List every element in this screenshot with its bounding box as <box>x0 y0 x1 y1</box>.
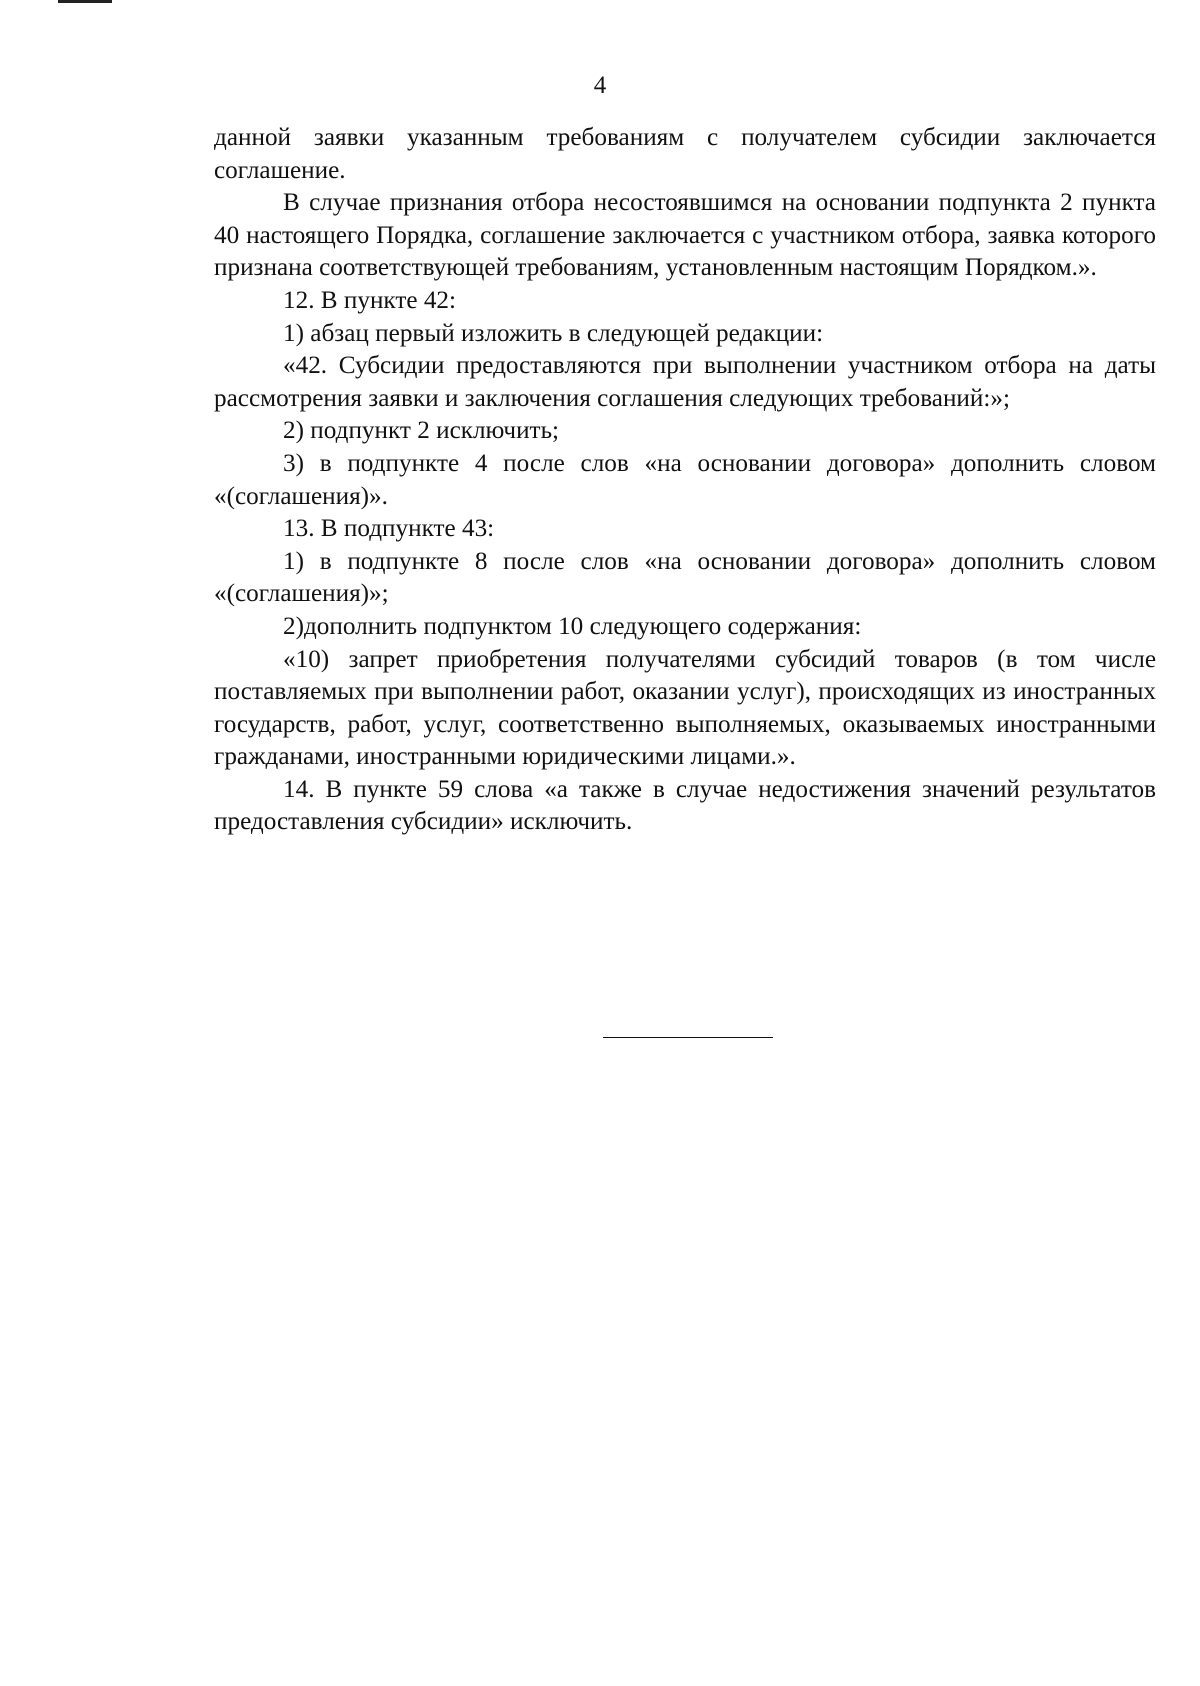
paragraph-item-12-sub-1: 1) абзац первый изложить в следующей редакции: <box>283 319 824 347</box>
document-body <box>214 122 1156 839</box>
corner-scan-mark <box>58 0 112 3</box>
document-end-rule <box>603 1037 773 1038</box>
paragraph-item-13-sub-1: 1) в подпункте 8 после слов «на основании договора» дополнить словом «(соглашения)»; <box>214 547 1156 608</box>
paragraph-item-12-sub-2: 2) подпункт 2 исключить; <box>283 417 560 445</box>
paragraph-item-42-text: «42. Субсидии предоставляются при выполнении участником отбора на даты рассмотрения заявки и заключения соглашения следующих требований:»; <box>214 352 1156 412</box>
paragraph-subitem-10-text: «10) запрет приобретения получателями субсидий товаров (в том числе поставляемых при выполнении работ, оказании услуг), происходящих из иностранных государств, работ, услуг, соответственно выполняемых, оказываемых иностранными гражданами, иностранными юридическими лицами.». <box>214 645 1156 771</box>
page-number: 4 <box>593 72 607 99</box>
paragraph-continuation: данной заявки указанным требованиям с получателем субсидии заключается соглашение. <box>214 124 1156 184</box>
paragraph-item-12-heading: 12. В пункте 42: <box>283 286 457 314</box>
paragraph-item-13-sub-2: 2)дополнить подпунктом 10 следующего содержания: <box>283 612 862 640</box>
paragraph-item-12-sub-3: 3) в подпункте 4 после слов «на основании договора» дополнить словом «(соглашения)». <box>214 449 1156 510</box>
paragraph-failed-selection: В случае признания отбора несостоявшимся на основании подпункта 2 пункта 40 настоящего Порядка, соглашение заключается с участником отбора, заявка которого признана соответствующей требованиям, установленным настоящим Порядком.». <box>214 189 1156 282</box>
paragraph-item-13-heading: 13. В подпункте 43: <box>283 515 495 543</box>
paragraph-item-14: 14. В пункте 59 слова «а также в случае недостижения значений результатов предоставления субсидии» исключить. <box>214 775 1156 836</box>
